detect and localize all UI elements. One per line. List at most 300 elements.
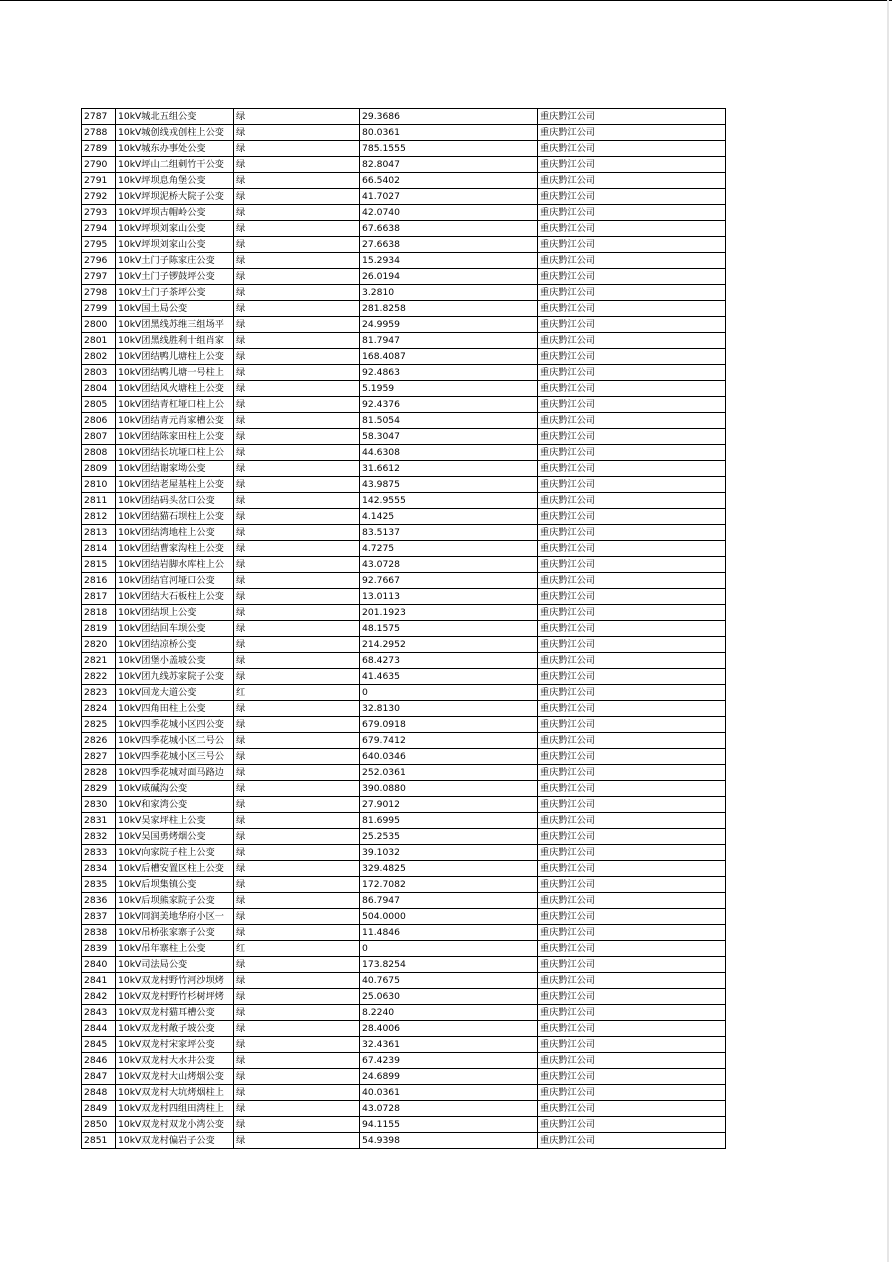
row-number-cell: 2800: [82, 317, 116, 333]
status-cell: 绿: [234, 1021, 360, 1037]
transformer-name-cell: 10kV回龙大道公变: [116, 685, 234, 701]
status-cell: 绿: [234, 285, 360, 301]
company-cell: 重庆黔江公司: [538, 957, 726, 973]
company-cell: 重庆黔江公司: [538, 109, 726, 125]
transformer-name-cell: 10kV坪坝古帽岭公变: [116, 205, 234, 221]
status-cell: 绿: [234, 349, 360, 365]
company-cell: 重庆黔江公司: [538, 669, 726, 685]
row-number-cell: 2809: [82, 461, 116, 477]
row-number-cell: 2834: [82, 861, 116, 877]
status-cell: 绿: [234, 541, 360, 557]
transformer-name-cell: 10kV吊桥张家寨子公变: [116, 925, 234, 941]
transformer-name-cell: 10kV咸碱沟公变: [116, 781, 234, 797]
value-cell: 24.6899: [360, 1069, 538, 1085]
table-row: [82, 621, 726, 637]
value-cell: 66.5402: [360, 173, 538, 189]
transformer-name-cell: 10kV坪坝息角堡公变: [116, 173, 234, 189]
company-cell: 重庆黔江公司: [538, 1101, 726, 1117]
company-cell: 重庆黔江公司: [538, 621, 726, 637]
table-row: [82, 941, 726, 957]
table-row: [82, 957, 726, 973]
status-cell: 绿: [234, 1037, 360, 1053]
row-number-cell: 2808: [82, 445, 116, 461]
transformer-name-cell: 10kV团结鸭儿塘柱上公变: [116, 349, 234, 365]
company-cell: 重庆黔江公司: [538, 685, 726, 701]
table-row: [82, 797, 726, 813]
row-number-cell: 2833: [82, 845, 116, 861]
row-number-cell: 2830: [82, 797, 116, 813]
row-number-cell: 2814: [82, 541, 116, 557]
transformer-name-cell: 10kV向家院子柱上公变: [116, 845, 234, 861]
company-cell: 重庆黔江公司: [538, 653, 726, 669]
value-cell: 92.4863: [360, 365, 538, 381]
value-cell: 28.4006: [360, 1021, 538, 1037]
company-cell: 重庆黔江公司: [538, 845, 726, 861]
company-cell: 重庆黔江公司: [538, 1085, 726, 1101]
row-number-cell: 2801: [82, 333, 116, 349]
row-number-cell: 2798: [82, 285, 116, 301]
company-cell: 重庆黔江公司: [538, 877, 726, 893]
row-number-cell: 2789: [82, 141, 116, 157]
value-cell: 80.0361: [360, 125, 538, 141]
value-cell: 43.0728: [360, 1101, 538, 1117]
status-cell: 绿: [234, 253, 360, 269]
value-cell: 142.9555: [360, 493, 538, 509]
value-cell: 43.0728: [360, 557, 538, 573]
table-row: [82, 525, 726, 541]
row-number-cell: 2827: [82, 749, 116, 765]
value-cell: 92.7667: [360, 573, 538, 589]
value-cell: 679.7412: [360, 733, 538, 749]
transformer-name-cell: 10kV团结曹家沟柱上公变: [116, 541, 234, 557]
transformer-name-cell: 10kV土门子锣鼓坪公变: [116, 269, 234, 285]
status-cell: 绿: [234, 733, 360, 749]
value-cell: 390.0880: [360, 781, 538, 797]
status-cell: 绿: [234, 717, 360, 733]
value-cell: 13.0113: [360, 589, 538, 605]
company-cell: 重庆黔江公司: [538, 589, 726, 605]
transformer-name-cell: 10kV双龙村猫耳槽公变: [116, 1005, 234, 1021]
transformer-name-cell: 10kV后坝熊家院子公变: [116, 893, 234, 909]
company-cell: 重庆黔江公司: [538, 573, 726, 589]
value-cell: 15.2934: [360, 253, 538, 269]
status-cell: 绿: [234, 893, 360, 909]
value-cell: 0: [360, 685, 538, 701]
table-row: [82, 109, 726, 125]
table-row: [82, 445, 726, 461]
company-cell: 重庆黔江公司: [538, 333, 726, 349]
value-cell: 39.1032: [360, 845, 538, 861]
table-row: [82, 973, 726, 989]
status-cell: 绿: [234, 957, 360, 973]
value-cell: 67.4239: [360, 1053, 538, 1069]
value-cell: 32.8130: [360, 701, 538, 717]
table-row: [82, 637, 726, 653]
status-cell: 绿: [234, 317, 360, 333]
value-cell: 281.8258: [360, 301, 538, 317]
row-number-cell: 2817: [82, 589, 116, 605]
transformer-name-cell: 10kV双龙村野竹杉树坪烤: [116, 989, 234, 1005]
table-row: [82, 1085, 726, 1101]
row-number-cell: 2844: [82, 1021, 116, 1037]
value-cell: 4.7275: [360, 541, 538, 557]
transformer-name-cell: 10kV土门子茶坪公变: [116, 285, 234, 301]
transformer-name-cell: 10kV国土局公变: [116, 301, 234, 317]
value-cell: 11.4846: [360, 925, 538, 941]
transformer-name-cell: 10kV双龙村宋家坪公变: [116, 1037, 234, 1053]
row-number-cell: 2794: [82, 221, 116, 237]
row-number-cell: 2812: [82, 509, 116, 525]
transformer-name-cell: 10kV吊年寨柱上公变: [116, 941, 234, 957]
status-cell: 绿: [234, 109, 360, 125]
table-row: [82, 845, 726, 861]
company-cell: 重庆黔江公司: [538, 317, 726, 333]
status-cell: 绿: [234, 301, 360, 317]
value-cell: 82.8047: [360, 157, 538, 173]
company-cell: 重庆黔江公司: [538, 285, 726, 301]
row-number-cell: 2848: [82, 1085, 116, 1101]
status-cell: 绿: [234, 429, 360, 445]
company-cell: 重庆黔江公司: [538, 813, 726, 829]
status-cell: 绿: [234, 189, 360, 205]
table-row: [82, 701, 726, 717]
value-cell: 214.2952: [360, 637, 538, 653]
row-number-cell: 2839: [82, 941, 116, 957]
transformer-name-cell: 10kV城北五组公变: [116, 109, 234, 125]
status-cell: 绿: [234, 637, 360, 653]
value-cell: 679.0918: [360, 717, 538, 733]
status-cell: 绿: [234, 493, 360, 509]
status-cell: 绿: [234, 397, 360, 413]
value-cell: 504.0000: [360, 909, 538, 925]
transformer-name-cell: 10kV团结青元肖家槽公变: [116, 413, 234, 429]
company-cell: 重庆黔江公司: [538, 301, 726, 317]
table-row: [82, 1037, 726, 1053]
transformer-name-cell: 10kV城创线戎创柱上公变: [116, 125, 234, 141]
row-number-cell: 2792: [82, 189, 116, 205]
status-cell: 绿: [234, 861, 360, 877]
row-number-cell: 2828: [82, 765, 116, 781]
table-row: [82, 893, 726, 909]
value-cell: 640.0346: [360, 749, 538, 765]
company-cell: 重庆黔江公司: [538, 189, 726, 205]
status-cell: 绿: [234, 925, 360, 941]
table-row: [82, 733, 726, 749]
company-cell: 重庆黔江公司: [538, 829, 726, 845]
status-cell: 绿: [234, 829, 360, 845]
status-cell: 绿: [234, 413, 360, 429]
row-number-cell: 2829: [82, 781, 116, 797]
row-number-cell: 2837: [82, 909, 116, 925]
row-number-cell: 2843: [82, 1005, 116, 1021]
table-row: [82, 333, 726, 349]
row-number-cell: 2788: [82, 125, 116, 141]
value-cell: 27.6638: [360, 237, 538, 253]
company-cell: 重庆黔江公司: [538, 525, 726, 541]
row-number-cell: 2793: [82, 205, 116, 221]
table-row: [82, 589, 726, 605]
table-row: [82, 349, 726, 365]
transformer-name-cell: 10kV四角田柱上公变: [116, 701, 234, 717]
table-row: [82, 381, 726, 397]
status-cell: 绿: [234, 605, 360, 621]
table-row: [82, 813, 726, 829]
table-row: [82, 669, 726, 685]
table-row: [82, 909, 726, 925]
row-number-cell: 2822: [82, 669, 116, 685]
row-number-cell: 2847: [82, 1069, 116, 1085]
company-cell: 重庆黔江公司: [538, 141, 726, 157]
company-cell: 重庆黔江公司: [538, 237, 726, 253]
table-row: [82, 1021, 726, 1037]
company-cell: 重庆黔江公司: [538, 605, 726, 621]
value-cell: 173.8254: [360, 957, 538, 973]
company-cell: 重庆黔江公司: [538, 701, 726, 717]
status-cell: 绿: [234, 333, 360, 349]
transformer-name-cell: 10kV坪坝刘家山公变: [116, 237, 234, 253]
value-cell: 29.3686: [360, 109, 538, 125]
status-cell: 红: [234, 941, 360, 957]
value-cell: 58.3047: [360, 429, 538, 445]
table-row: [82, 557, 726, 573]
row-number-cell: 2835: [82, 877, 116, 893]
transformer-name-cell: 10kV双龙村大山烤烟公变: [116, 1069, 234, 1085]
status-cell: 绿: [234, 365, 360, 381]
row-number-cell: 2846: [82, 1053, 116, 1069]
table-row: [82, 765, 726, 781]
table-row: [82, 1069, 726, 1085]
table-row: [82, 397, 726, 413]
status-cell: 绿: [234, 589, 360, 605]
status-cell: 绿: [234, 573, 360, 589]
row-number-cell: 2826: [82, 733, 116, 749]
row-number-cell: 2810: [82, 477, 116, 493]
transformer-name-cell: 10kV团结长坑垭口柱上公: [116, 445, 234, 461]
company-cell: 重庆黔江公司: [538, 861, 726, 877]
status-cell: 绿: [234, 845, 360, 861]
status-cell: 绿: [234, 701, 360, 717]
row-number-cell: 2787: [82, 109, 116, 125]
row-number-cell: 2831: [82, 813, 116, 829]
transformer-name-cell: 10kV司法局公变: [116, 957, 234, 973]
company-cell: 重庆黔江公司: [538, 477, 726, 493]
transformer-name-cell: 10kV双龙村四组田湾柱上: [116, 1101, 234, 1117]
status-cell: 绿: [234, 877, 360, 893]
transformer-name-cell: 10kV四季花城小区二号公: [116, 733, 234, 749]
transformer-name-cell: 10kV四季花城对面马路边: [116, 765, 234, 781]
table-row: [82, 253, 726, 269]
table-row: [82, 541, 726, 557]
transformer-name-cell: 10kV城东办事处公变: [116, 141, 234, 157]
table-row: [82, 573, 726, 589]
transformer-name-cell: 10kV双龙村敞子坡公变: [116, 1021, 234, 1037]
transformer-name-cell: 10kV坪坝刘家山公变: [116, 221, 234, 237]
status-cell: 绿: [234, 669, 360, 685]
row-number-cell: 2816: [82, 573, 116, 589]
status-cell: 绿: [234, 781, 360, 797]
status-cell: 绿: [234, 653, 360, 669]
row-number-cell: 2791: [82, 173, 116, 189]
company-cell: 重庆黔江公司: [538, 445, 726, 461]
value-cell: 44.6308: [360, 445, 538, 461]
table-row: [82, 877, 726, 893]
status-cell: 红: [234, 685, 360, 701]
table-row: [82, 221, 726, 237]
row-number-cell: 2813: [82, 525, 116, 541]
table-row: [82, 157, 726, 173]
table-row: [82, 285, 726, 301]
row-number-cell: 2825: [82, 717, 116, 733]
transformer-name-cell: 10kV团结凉桥公变: [116, 637, 234, 653]
value-cell: 25.2535: [360, 829, 538, 845]
table-row: [82, 1101, 726, 1117]
transformer-name-cell: 10kV团结青杠垭口柱上公: [116, 397, 234, 413]
company-cell: 重庆黔江公司: [538, 925, 726, 941]
company-cell: 重庆黔江公司: [538, 349, 726, 365]
row-number-cell: 2797: [82, 269, 116, 285]
table-row: [82, 141, 726, 157]
value-cell: 41.7027: [360, 189, 538, 205]
row-number-cell: 2836: [82, 893, 116, 909]
page-right-edge: [887, 0, 889, 1262]
row-number-cell: 2842: [82, 989, 116, 1005]
table-row: [82, 509, 726, 525]
company-cell: 重庆黔江公司: [538, 413, 726, 429]
transformer-name-cell: 10kV团黑线胜利十组肖家: [116, 333, 234, 349]
table-row: [82, 989, 726, 1005]
transformer-name-cell: 10kV团结官河垭口公变: [116, 573, 234, 589]
row-number-cell: 2811: [82, 493, 116, 509]
transformer-name-cell: 10kV团结回车坝公变: [116, 621, 234, 637]
company-cell: 重庆黔江公司: [538, 125, 726, 141]
transformer-name-cell: 10kV团结老屋基柱上公变: [116, 477, 234, 493]
transformer-name-cell: 10kV双龙村偏岩子公变: [116, 1133, 234, 1149]
company-cell: 重庆黔江公司: [538, 253, 726, 269]
transformer-name-cell: 10kV团结码头岔口公变: [116, 493, 234, 509]
status-cell: 绿: [234, 765, 360, 781]
company-cell: 重庆黔江公司: [538, 557, 726, 573]
row-number-cell: 2841: [82, 973, 116, 989]
row-number-cell: 2815: [82, 557, 116, 573]
row-number-cell: 2803: [82, 365, 116, 381]
company-cell: 重庆黔江公司: [538, 221, 726, 237]
row-number-cell: 2805: [82, 397, 116, 413]
transformer-name-cell: 10kV团结岩脚水库柱上公: [116, 557, 234, 573]
value-cell: 31.6612: [360, 461, 538, 477]
value-cell: 329.4825: [360, 861, 538, 877]
table-row: [82, 205, 726, 221]
row-number-cell: 2807: [82, 429, 116, 445]
transformer-name-cell: 10kV坪山二组刺竹干公变: [116, 157, 234, 173]
value-cell: 81.5054: [360, 413, 538, 429]
table-body: [82, 109, 726, 1149]
transformer-name-cell: 10kV团堡小盖坡公变: [116, 653, 234, 669]
row-number-cell: 2795: [82, 237, 116, 253]
company-cell: 重庆黔江公司: [538, 797, 726, 813]
status-cell: 绿: [234, 141, 360, 157]
value-cell: 67.6638: [360, 221, 538, 237]
status-cell: 绿: [234, 525, 360, 541]
status-cell: 绿: [234, 973, 360, 989]
table-row: [82, 125, 726, 141]
company-cell: 重庆黔江公司: [538, 493, 726, 509]
value-cell: 92.4376: [360, 397, 538, 413]
status-cell: 绿: [234, 157, 360, 173]
status-cell: 绿: [234, 445, 360, 461]
table-row: [82, 685, 726, 701]
status-cell: 绿: [234, 909, 360, 925]
row-number-cell: 2796: [82, 253, 116, 269]
company-cell: 重庆黔江公司: [538, 765, 726, 781]
status-cell: 绿: [234, 477, 360, 493]
transformer-name-cell: 10kV四季花城小区四公变: [116, 717, 234, 733]
table-row: [82, 301, 726, 317]
table-row: [82, 1005, 726, 1021]
table-row: [82, 749, 726, 765]
value-cell: 5.1959: [360, 381, 538, 397]
transformer-name-cell: 10kV团结大石板柱上公变: [116, 589, 234, 605]
company-cell: 重庆黔江公司: [538, 909, 726, 925]
table-row: [82, 413, 726, 429]
company-cell: 重庆黔江公司: [538, 365, 726, 381]
transformer-name-cell: 10kV后坝集镇公变: [116, 877, 234, 893]
row-number-cell: 2799: [82, 301, 116, 317]
value-cell: 172.7082: [360, 877, 538, 893]
table-row: [82, 925, 726, 941]
company-cell: 重庆黔江公司: [538, 1037, 726, 1053]
status-cell: 绿: [234, 989, 360, 1005]
value-cell: 42.0740: [360, 205, 538, 221]
company-cell: 重庆黔江公司: [538, 397, 726, 413]
value-cell: 0: [360, 941, 538, 957]
table-row: [82, 269, 726, 285]
row-number-cell: 2851: [82, 1133, 116, 1149]
table-row: [82, 653, 726, 669]
transformer-name-cell: 10kV双龙村大水井公变: [116, 1053, 234, 1069]
row-number-cell: 2820: [82, 637, 116, 653]
status-cell: 绿: [234, 621, 360, 637]
company-cell: 重庆黔江公司: [538, 717, 726, 733]
row-number-cell: 2802: [82, 349, 116, 365]
value-cell: 86.7947: [360, 893, 538, 909]
transformer-name-cell: 10kV团结鸭儿塘一号柱上: [116, 365, 234, 381]
table-row: [82, 237, 726, 253]
row-number-cell: 2845: [82, 1037, 116, 1053]
company-cell: 重庆黔江公司: [538, 381, 726, 397]
transformer-name-cell: 10kV吴国勇烤烟公变: [116, 829, 234, 845]
transformer-name-cell: 10kV团结陈家田柱上公变: [116, 429, 234, 445]
transformer-name-cell: 10kV团结谢家坳公变: [116, 461, 234, 477]
row-number-cell: 2804: [82, 381, 116, 397]
status-cell: 绿: [234, 557, 360, 573]
value-cell: 785.1555: [360, 141, 538, 157]
status-cell: 绿: [234, 1005, 360, 1021]
row-number-cell: 2823: [82, 685, 116, 701]
company-cell: 重庆黔江公司: [538, 973, 726, 989]
company-cell: 重庆黔江公司: [538, 941, 726, 957]
status-cell: 绿: [234, 125, 360, 141]
table-row: [82, 1133, 726, 1149]
status-cell: 绿: [234, 1069, 360, 1085]
company-cell: 重庆黔江公司: [538, 1133, 726, 1149]
transformer-name-cell: 10kV团结风火塘柱上公变: [116, 381, 234, 397]
company-cell: 重庆黔江公司: [538, 429, 726, 445]
table-row: [82, 317, 726, 333]
table-row: [82, 173, 726, 189]
value-cell: 27.9012: [360, 797, 538, 813]
company-cell: 重庆黔江公司: [538, 461, 726, 477]
table-row: [82, 1053, 726, 1069]
